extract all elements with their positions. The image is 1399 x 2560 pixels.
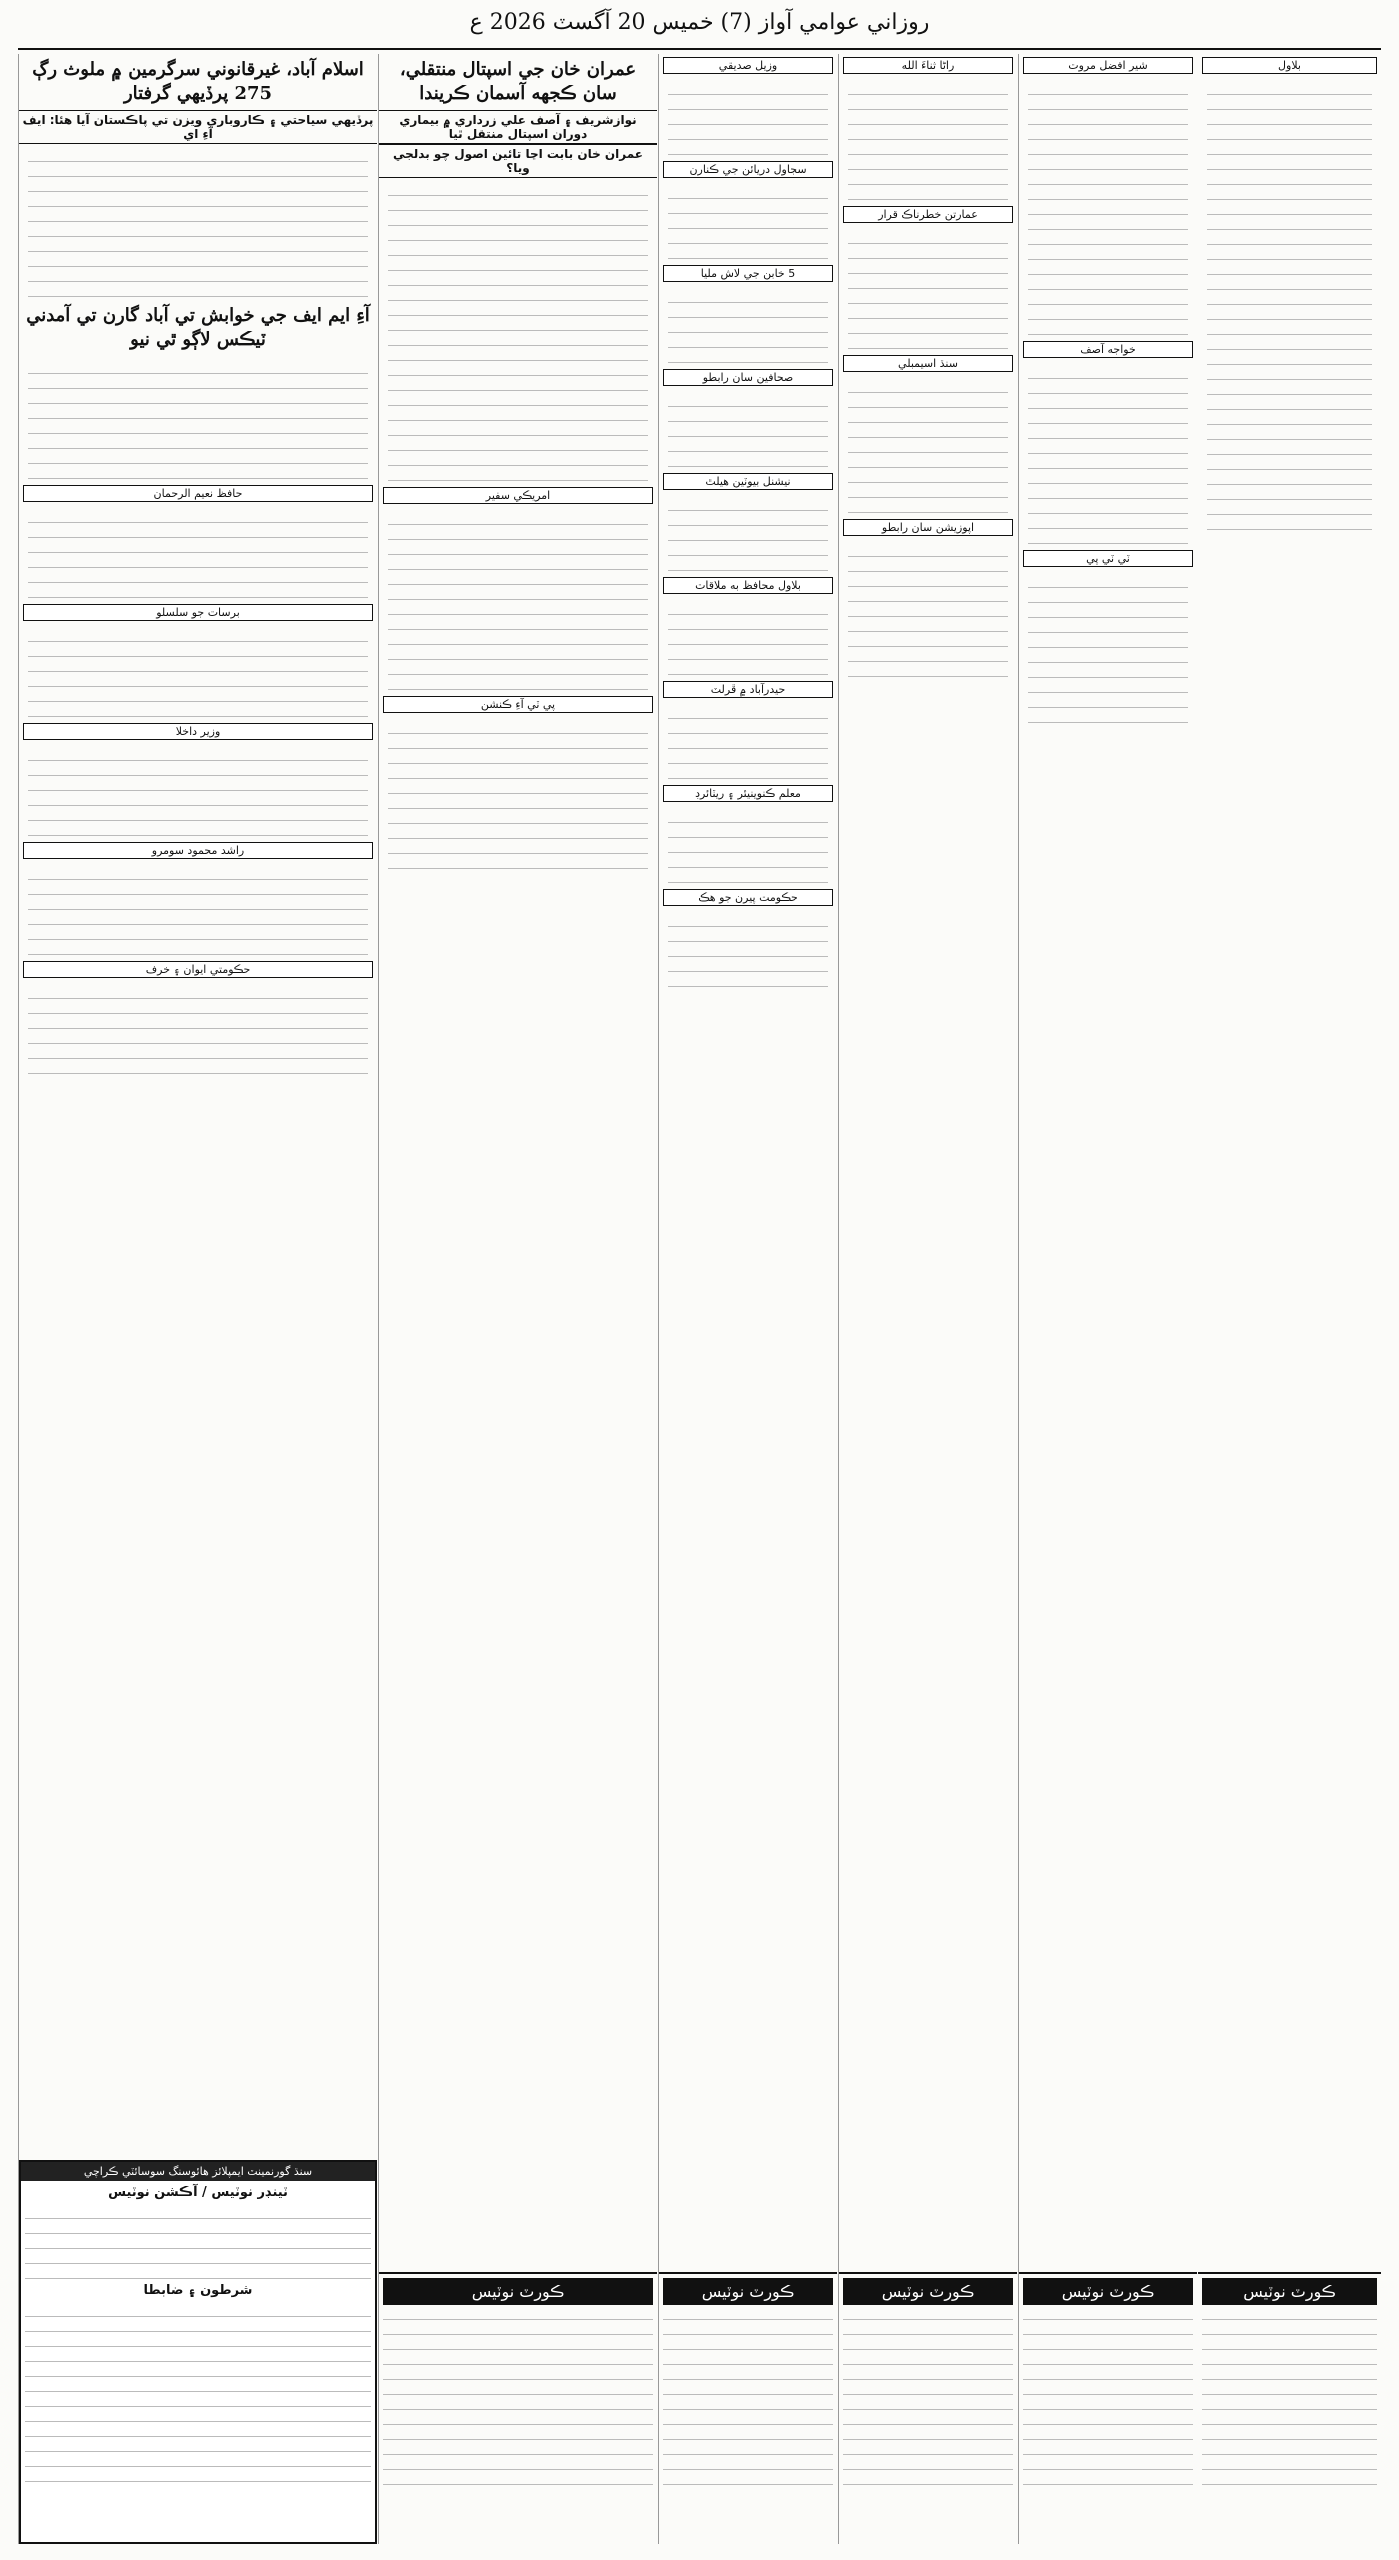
column-4-section-4: نيشنل بيوٽين هيلٿ <box>663 473 833 490</box>
column-5-body-3 <box>379 716 657 872</box>
column-4-body-3 <box>659 285 837 366</box>
column-2-heading: شير افضل مروت <box>1023 57 1193 74</box>
column-6-section-1: حافظ نعيم الرحمان <box>23 485 373 502</box>
column-6-section-3: وزير داخلا <box>23 723 373 740</box>
column-3 <box>838 54 1017 2544</box>
column-3-heading: راڻا ثناءَ الله <box>843 57 1013 74</box>
column-6-section-2: برسات جو سلسلو <box>23 604 373 621</box>
tender-ad-box <box>19 2160 377 2544</box>
column-6-body-5 <box>19 743 377 839</box>
court-notice-5 <box>379 2272 657 2544</box>
left-subheadline: پرڏيهي سياحتي ۽ ڪاروباري ويزن تي پاڪستان آيا هئا: ايف آءِ اي <box>19 110 377 144</box>
column-3-section-2: سنڌ اسيمبلي <box>843 355 1013 372</box>
columns-container <box>18 54 1381 2544</box>
column-2-section-1: خواجه آصف <box>1023 341 1193 358</box>
column-4-section-7: معلم ڪنوينيئر ۽ ريٽائرڊ <box>663 785 833 802</box>
column-1-body <box>1198 77 1381 533</box>
column-4-body-8 <box>659 805 837 886</box>
ad-header: سنڌ گورنمينٽ ايمپلائز هائوسنگ سوسائٽي ڪراچي <box>21 2162 375 2181</box>
main-subheadline-2: عمران خان بابت اڃا تائين اصول چو بدلجي ويا؟ <box>379 144 657 178</box>
column-1-heading: بلاول <box>1202 57 1377 74</box>
column-3-section-3: اپوزيشن سان رابطو <box>843 519 1013 536</box>
column-4-section-3: صحافين سان رابطو <box>663 369 833 386</box>
column-6-body-2 <box>19 356 377 482</box>
column-4-body-4 <box>659 389 837 470</box>
court-notice-title: ڪورٽ نوٽيس <box>843 2278 1013 2305</box>
column-6-section-5: حڪومتي ايوان ۽ خرف <box>23 961 373 978</box>
court-notice-title: ڪورٽ نوٽيس <box>663 2278 833 2305</box>
column-2 <box>1018 54 1197 2544</box>
column-4 <box>658 54 837 2544</box>
column-6-body <box>19 144 377 300</box>
column-6 <box>18 54 377 2544</box>
column-2-body-3 <box>1019 570 1197 726</box>
masthead: روزاني عوامي آواز (7) خميس 20 آگسٽ 2026 ع <box>469 10 930 35</box>
column-3-body-3 <box>839 375 1017 516</box>
column-6-body-3 <box>19 505 377 601</box>
column-5 <box>378 54 657 2544</box>
court-notice-4 <box>659 2272 837 2544</box>
main-headline: عمران خان جي اسپتال منتقلي، سان ڪجهه آسمان ڪريندا <box>399 59 637 104</box>
column-4-body <box>659 77 837 158</box>
ad-terms-body <box>21 2307 375 2482</box>
column-4-body-7 <box>659 701 837 782</box>
court-notice-1 <box>1198 2272 1381 2544</box>
column-6-section-4: راشد محمود سومرو <box>23 842 373 859</box>
column-4-section-5: بلاول محافظ به ملاقات <box>663 577 833 594</box>
column-3-body-4 <box>839 539 1017 680</box>
column-2-section-2: ٽي ٽي پي <box>1023 550 1193 567</box>
column-4-section-6: حيدرآباد ۾ ڦرلٽ <box>663 681 833 698</box>
column-5-body-2 <box>379 507 657 693</box>
column-6-body-7 <box>19 981 377 1077</box>
ad-terms-heading: شرطون ۽ ضابطا <box>143 2283 253 2298</box>
column-3-body <box>839 77 1017 203</box>
column-2-body <box>1019 77 1197 338</box>
column-5-section-2: پي ٽي آءِ ڪنشن <box>383 696 653 713</box>
column-6-body-6 <box>19 862 377 958</box>
court-notice-title: ڪورٽ نوٽيس <box>1023 2278 1193 2305</box>
court-notice-title: ڪورٽ نوٽيس <box>383 2278 653 2305</box>
left-headline: اسلام آباد، غيرقانوني سرگرمين ۾ ملوث رڳ 275 پرڏيهي گرفتار <box>32 59 364 104</box>
main-subheadline-1: نوازشريف ۽ آصف علي زرداري ۾ بيماري دوران اسپتال منتقل ٿيا <box>379 110 657 144</box>
court-notice-2 <box>1019 2272 1197 2544</box>
ad-body <box>21 2209 375 2279</box>
court-notice-title: ڪورٽ نوٽيس <box>1202 2278 1377 2305</box>
column-4-section-8: حڪومت پيرن جو هڪ <box>663 889 833 906</box>
left-headline-2: آءِ ايم ايف جي خوابش تي آباد گارن تي آمدني ٽيڪس لاڳو ٿي نيو <box>26 305 370 350</box>
column-5-section-1: امريڪي سفير <box>383 487 653 504</box>
column-6-body-4 <box>19 624 377 720</box>
column-4-body-2 <box>659 181 837 262</box>
column-4-body-6 <box>659 597 837 678</box>
column-5-body <box>379 178 657 484</box>
masthead-rule <box>18 48 1381 50</box>
column-4-body-9 <box>659 909 837 990</box>
column-4-body-5 <box>659 493 837 574</box>
column-1 <box>1198 54 1381 2544</box>
column-2-body-2 <box>1019 361 1197 547</box>
ad-title: ٽينڊر نوٽيس / آڪشن نوٽيس <box>108 2185 288 2200</box>
column-4-section-1: سجاول دريائن جي ڪنارن <box>663 161 833 178</box>
column-4-section-2: 5 خابن جي لاش مليا <box>663 265 833 282</box>
court-notice-3 <box>839 2272 1017 2544</box>
column-4-heading: وزيل صديقي <box>663 57 833 74</box>
column-3-section-1: عمارتن خطرناڪ قرار <box>843 206 1013 223</box>
column-3-body-2 <box>839 226 1017 352</box>
